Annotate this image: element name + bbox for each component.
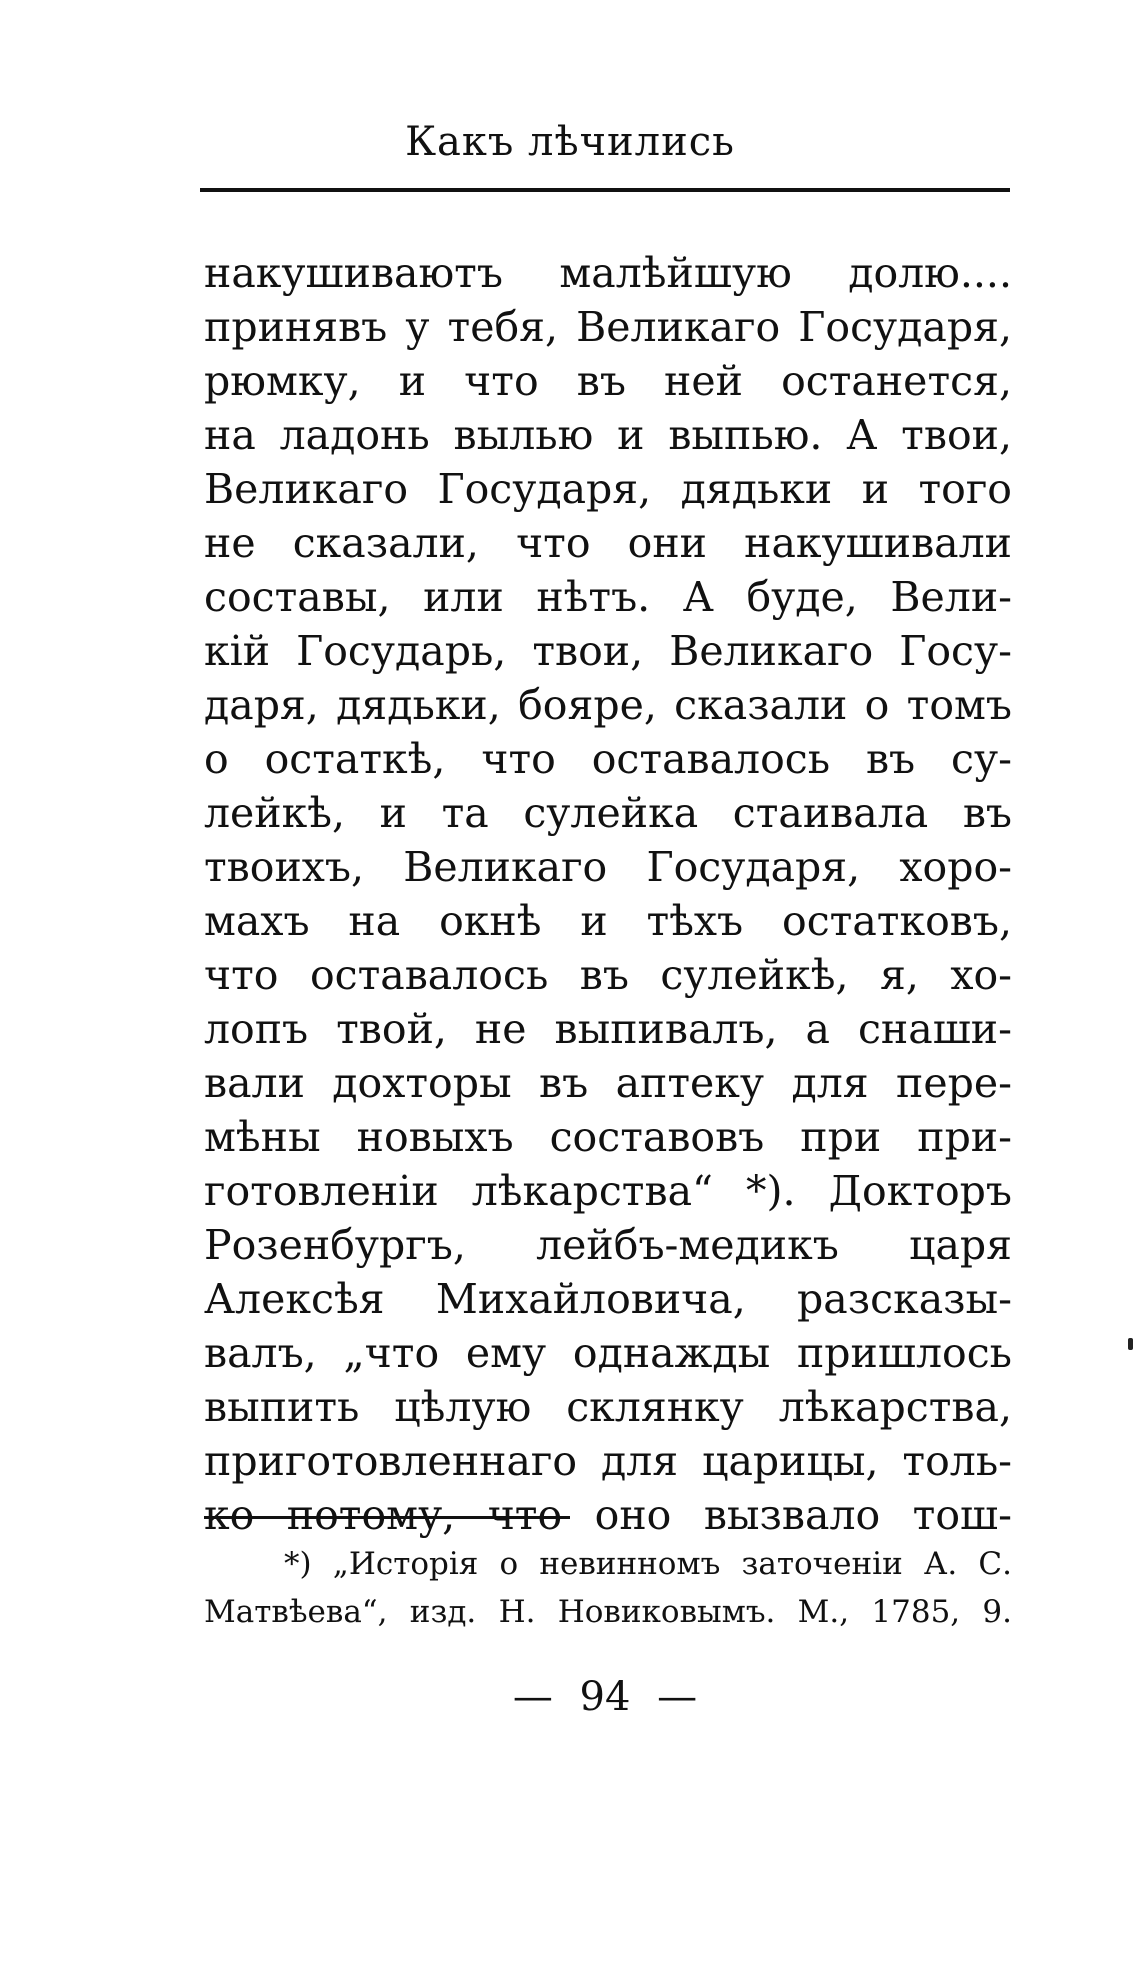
running-head: Какъ лѣчились <box>405 119 735 165</box>
text-line: на ладонь вылью и выпью. А твои, <box>204 411 1012 459</box>
text-line: Великаго Государя, дядьки и того <box>204 465 1012 513</box>
text-line: махъ на окнѣ и тѣхъ остатковъ, <box>204 897 1012 945</box>
text-line: рюмку, и что въ ней останется, <box>204 357 1012 405</box>
text-line: о остаткѣ, что оставалось въ су- <box>204 735 1012 783</box>
text-line: Алексѣя Михайловича, разсказы- <box>204 1275 1012 1323</box>
text-line: валъ, „что ему однажды пришлось <box>204 1329 1012 1377</box>
header-rule <box>200 188 1010 192</box>
text-line: приготовленнаго для царицы, толь- <box>204 1437 1012 1485</box>
ink-speck <box>1128 1338 1133 1350</box>
text-line: твоихъ, Великаго Государя, хоро- <box>204 843 1012 891</box>
text-line: ко потому, что оно вызвало тош- <box>204 1491 1012 1539</box>
text-line: лопъ твой, не выпивалъ, а снаши- <box>204 1005 1012 1053</box>
text-line: лейкѣ, и та сулейка стаивала въ <box>204 789 1012 837</box>
text-line: выпить цѣлую склянку лѣкарства, <box>204 1383 1012 1431</box>
footnote-rule <box>204 1516 570 1519</box>
text-line: готовленіи лѣкарства“ *). Докторъ <box>204 1167 1012 1215</box>
text-line: накушиваютъ малѣйшую долю.... <box>204 249 1012 297</box>
footnote-line: *) „Исторія о невинномъ заточеніи А. С. <box>284 1546 1012 1582</box>
body-text <box>204 246 1012 1542</box>
footnote <box>204 1540 1012 1636</box>
footnote-line: Матвѣева“, изд. Н. Новиковымъ. М., 1785, 9. <box>204 1594 1012 1630</box>
page-number: — 94 — <box>512 1674 698 1720</box>
text-line: даря, дядьки, бояре, сказали о томъ <box>204 681 1012 729</box>
text-line: Розенбургъ, лейбъ-медикъ царя <box>204 1221 1012 1269</box>
text-line: что оставалось въ сулейкѣ, я, хо- <box>204 951 1012 999</box>
text-line: не сказали, что они накушивали <box>204 519 1012 567</box>
text-line: кій Государь, твои, Великаго Госу- <box>204 627 1012 675</box>
text-line: вали дохторы въ аптеку для пере- <box>204 1059 1012 1107</box>
text-line: принявъ у тебя, Великаго Государя, <box>204 303 1012 351</box>
text-line: мѣны новыхъ составовъ при при- <box>204 1113 1012 1161</box>
text-line: составы, или нѣтъ. А буде, Вели- <box>204 573 1012 621</box>
